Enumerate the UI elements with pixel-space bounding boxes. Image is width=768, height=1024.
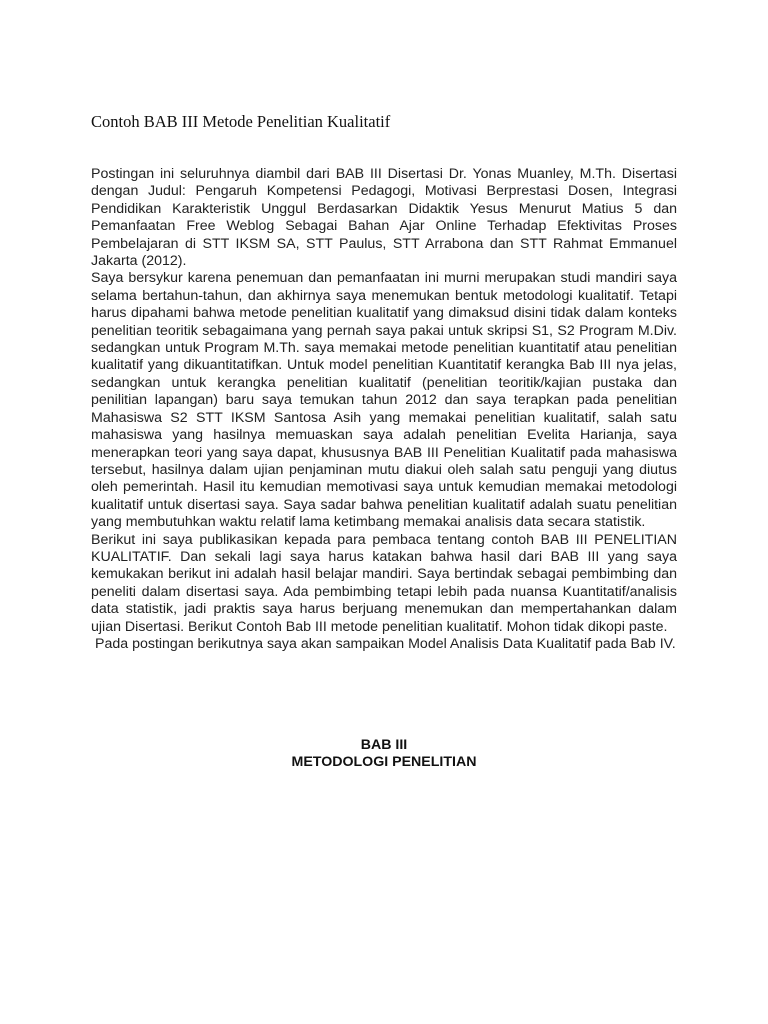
- document-body: [91, 166, 677, 653]
- chapter-title: METODOLOGI PENELITIAN: [291, 754, 477, 771]
- document-title: Contoh BAB III Metode Penelitian Kualitatif: [91, 112, 391, 131]
- chapter-heading: [91, 737, 677, 772]
- paragraph-next-post: Pada postingan berikutnya saya akan sampaikan Model Analisis Data Kualitatif pada Bab IV.: [95, 635, 676, 652]
- paragraph-publication: Berikut ini saya publikasikan kepada para pembaca tentang contoh BAB III PENELITIAN KUALITATIF. Dan sekali lagi saya harus katakan bahwa hasil dari BAB III yang saya kemukakan berikut ini adalah hasil belajar mandiri. Saya bertindak sebagai pembimbing dan peneliti dalam disertasi saya. Ada pembimbing tetapi lebih pada nuansa Kuantitatif/analisis data statistik, jadi praktis saya harus berjuang menemukan dan mempertahankan dalam ujian Disertasi. Berikut Contoh Bab III metode penelitian kualitatif. Mohon tidak dikopi paste.: [91, 531, 677, 635]
- paragraph-background: Saya bersykur karena penemuan dan pemanfaatan ini murni merupakan studi mandiri saya selama bertahun-tahun, dan akhirnya saya menemukan bentuk metodologi kualitatif. Tetapi harus dipahami bahwa metode penelitian kualitatif yang dimaksud disini tidak dalam konteks penelitian teoritik sebagaimana yang pernah saya pakai untuk skripsi S1, S2 Program M.Div. sedangkan untuk Program M.Th. saya memakai metode penelitian kuantitatif atau penelitian kualitatif yang dikuantitatifkan. Untuk model penelitian Kuantitatif kerangka Bab III nya jelas, sedangkan untuk kerangka penelitian kualitatif (penelitian teoritik/kajian pustaka dan penilitian lapangan) baru saya temukan tahun 2012 dan saya terapkan pada penelitian Mahasiswa S2 STT IKSM Santosa Asih yang memakai penelitian kualitatif, salah satu mahasiswa yang hasilnya memuaskan saya adalah penelitian Evelita Harianja, saya menerapkan teori yang saya dapat, khususnya BAB III Penelitian Kualitatif pada mahasiswa tersebut, hasilnya dalam ujian penjaminan mutu diakui oleh salah satu penguji yang diutus oleh pemerintah. Hasil itu kemudian memotivasi saya untuk kemudian memakai metodologi kualitatif untuk disertasi saya. Saya sadar bahwa penelitian kualitatif adalah suatu penelitian yang membutuhkan waktu relatif lama ketimbang memakai analisis data secara statistik.: [91, 270, 677, 531]
- chapter-number: BAB III: [360, 737, 408, 753]
- paragraph-intro: Postingan ini seluruhnya diambil dari BAB III Disertasi Dr. Yonas Muanley, M.Th. Disertasi dengan Judul: Pengaruh Kompetensi Pedagogi, Motivasi Berprestasi Dosen, Integrasi Pendidikan Karakteristik Unggul Berdasarkan Didaktik Yesus Menurut Matius 5 dan Pemanfaatan Free Weblog Sebagai Bahan Ajar Online Terhadap Efektivitas Proses Pembelajaran di STT IKSM SA, STT Paulus, STT Arrabona dan STT Rahmat Emmanuel Jakarta (2012).: [91, 166, 677, 270]
